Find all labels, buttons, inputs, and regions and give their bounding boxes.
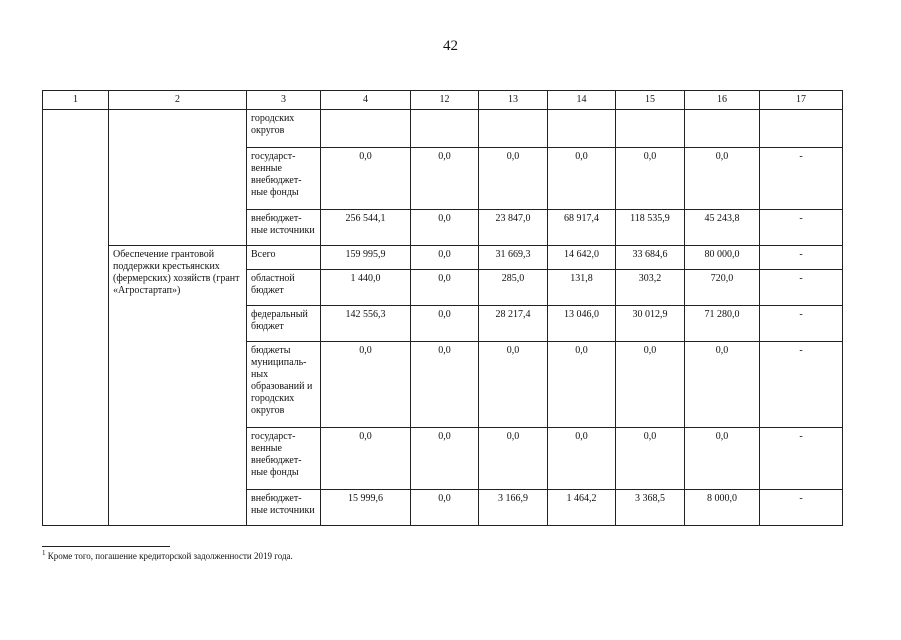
value-cell: 0,0 bbox=[321, 148, 411, 210]
value-cell: 0,0 bbox=[685, 148, 760, 210]
value-cell bbox=[479, 110, 548, 148]
value-cell: 0,0 bbox=[411, 342, 479, 428]
value-cell: 0,0 bbox=[479, 342, 548, 428]
value-cell: - bbox=[760, 306, 843, 342]
header-cell: 2 bbox=[109, 91, 247, 110]
value-cell: 3 368,5 bbox=[616, 490, 685, 526]
value-cell: 23 847,0 bbox=[479, 210, 548, 246]
source-label: федеральный бюджет bbox=[247, 306, 321, 342]
value-cell: 0,0 bbox=[548, 428, 616, 490]
header-cell: 14 bbox=[548, 91, 616, 110]
value-cell: 0,0 bbox=[685, 342, 760, 428]
header-cell: 16 bbox=[685, 91, 760, 110]
source-label: государст-венные внебюджет-ные фонды bbox=[247, 428, 321, 490]
value-cell bbox=[321, 110, 411, 148]
event-name: Обеспечение грантовой поддержки крестьянских (фермерских) хозяйств (грант «Агростартап») bbox=[109, 246, 247, 526]
value-cell: 0,0 bbox=[616, 342, 685, 428]
value-cell: 256 544,1 bbox=[321, 210, 411, 246]
value-cell: 0,0 bbox=[479, 428, 548, 490]
footnote-marker: 1 bbox=[42, 549, 46, 557]
header-row bbox=[43, 91, 843, 110]
value-cell: 303,2 bbox=[616, 270, 685, 306]
source-label: бюджеты муниципаль-ных образований и городских округов bbox=[247, 342, 321, 428]
page-number: 42 bbox=[443, 38, 458, 54]
header-cell: 13 bbox=[479, 91, 548, 110]
value-cell: 285,0 bbox=[479, 270, 548, 306]
value-cell: 0,0 bbox=[685, 428, 760, 490]
value-cell: 0,0 bbox=[411, 428, 479, 490]
header-cell: 17 bbox=[760, 91, 843, 110]
source-label: областной бюджет bbox=[247, 270, 321, 306]
value-cell: 159 995,9 bbox=[321, 246, 411, 270]
value-cell bbox=[685, 110, 760, 148]
value-cell: 31 669,3 bbox=[479, 246, 548, 270]
value-cell: 142 556,3 bbox=[321, 306, 411, 342]
value-cell: 1 464,2 bbox=[548, 490, 616, 526]
value-cell: 45 243,8 bbox=[685, 210, 760, 246]
value-cell: - bbox=[760, 210, 843, 246]
header-cell: 3 bbox=[247, 91, 321, 110]
value-cell: 0,0 bbox=[616, 148, 685, 210]
value-cell: 28 217,4 bbox=[479, 306, 548, 342]
value-cell bbox=[760, 110, 843, 148]
header-cell: 1 bbox=[43, 91, 109, 110]
value-cell: 1 440,0 bbox=[321, 270, 411, 306]
value-cell: 0,0 bbox=[548, 148, 616, 210]
value-cell: 0,0 bbox=[411, 270, 479, 306]
value-cell: 0,0 bbox=[479, 148, 548, 210]
footnote bbox=[42, 549, 293, 561]
value-cell: 0,0 bbox=[411, 490, 479, 526]
value-cell: - bbox=[760, 490, 843, 526]
value-cell: 0,0 bbox=[411, 246, 479, 270]
source-label: Всего bbox=[247, 246, 321, 270]
value-cell: - bbox=[760, 246, 843, 270]
value-cell: - bbox=[760, 148, 843, 210]
value-cell: 80 000,0 bbox=[685, 246, 760, 270]
value-cell: - bbox=[760, 428, 843, 490]
table-row bbox=[43, 246, 843, 270]
value-cell: 68 917,4 bbox=[548, 210, 616, 246]
value-cell: 14 642,0 bbox=[548, 246, 616, 270]
col1-blank-cell bbox=[43, 110, 109, 526]
value-cell: 0,0 bbox=[321, 342, 411, 428]
value-cell: 0,0 bbox=[411, 210, 479, 246]
value-cell: 118 535,9 bbox=[616, 210, 685, 246]
value-cell: 15 999,6 bbox=[321, 490, 411, 526]
col2-blank-cell bbox=[109, 110, 247, 246]
value-cell: 0,0 bbox=[321, 428, 411, 490]
source-label: государст-венные внебюджет-ные фонды bbox=[247, 148, 321, 210]
value-cell: 33 684,6 bbox=[616, 246, 685, 270]
value-cell: 720,0 bbox=[685, 270, 760, 306]
value-cell: - bbox=[760, 342, 843, 428]
value-cell: 71 280,0 bbox=[685, 306, 760, 342]
header-cell: 15 bbox=[616, 91, 685, 110]
source-label: внебюджет-ные источники bbox=[247, 490, 321, 526]
value-cell: 8 000,0 bbox=[685, 490, 760, 526]
footnote-divider bbox=[42, 546, 170, 547]
header-cell: 12 bbox=[411, 91, 479, 110]
value-cell: 13 046,0 bbox=[548, 306, 616, 342]
value-cell: - bbox=[760, 270, 843, 306]
footnote-text: Кроме того, погашение кредиторской задолженности 2019 года. bbox=[47, 551, 293, 561]
value-cell: 0,0 bbox=[411, 148, 479, 210]
table-row bbox=[43, 110, 843, 148]
budget-table bbox=[42, 90, 843, 526]
value-cell: 0,0 bbox=[411, 306, 479, 342]
source-label: городских округов bbox=[247, 110, 321, 148]
value-cell: 0,0 bbox=[616, 428, 685, 490]
value-cell bbox=[616, 110, 685, 148]
value-cell: 131,8 bbox=[548, 270, 616, 306]
value-cell: 30 012,9 bbox=[616, 306, 685, 342]
value-cell: 3 166,9 bbox=[479, 490, 548, 526]
header-cell: 4 bbox=[321, 91, 411, 110]
value-cell bbox=[411, 110, 479, 148]
value-cell: 0,0 bbox=[548, 342, 616, 428]
source-label: внебюджет-ные источники bbox=[247, 210, 321, 246]
value-cell bbox=[548, 110, 616, 148]
